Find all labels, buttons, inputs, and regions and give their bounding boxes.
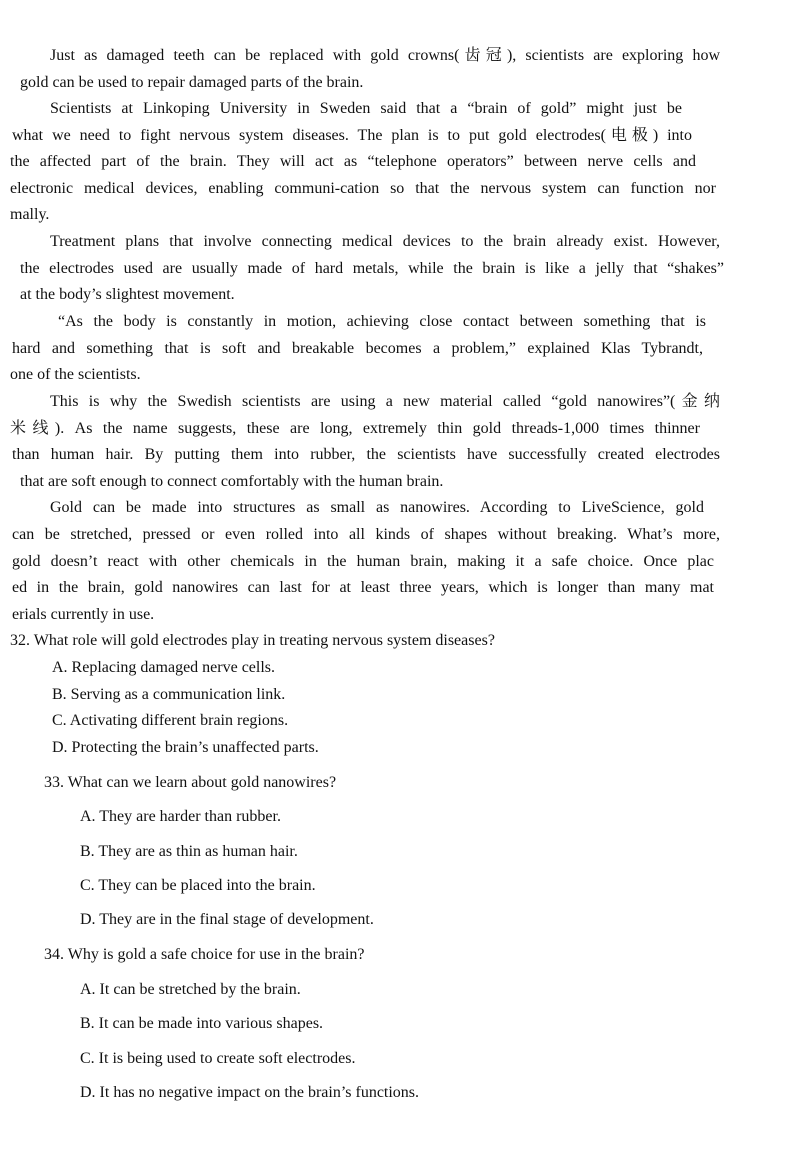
option-c[interactable]: C. It is being used to create soft electrodes.	[80, 1050, 356, 1067]
passage-line: 米线). As the name suggests, these are long, extremely thin gold threads-1,000 times thinner	[10, 420, 700, 437]
passage-line: electronic medical devices, enabling communi-cation so that the nervous system can function nor	[10, 180, 716, 197]
option-a[interactable]: A. They are harder than rubber.	[80, 808, 281, 825]
option-c[interactable]: C. Activating different brain regions.	[52, 712, 289, 729]
option-d[interactable]: D. It has no negative impact on the brain’s functions.	[80, 1084, 420, 1101]
passage-line: ed in the brain, gold nanowires can last for at least three years, which is longer than many mat	[12, 579, 714, 596]
passage-line: “As the body is constantly in motion, achieving close contact between something that is	[58, 313, 706, 330]
passage-line: can be stretched, pressed or even rolled into all kinds of shapes without breaking. What’s more,	[12, 526, 720, 543]
passage-line: one of the scientists.	[10, 366, 141, 383]
option-b[interactable]: B. It can be made into various shapes.	[80, 1015, 324, 1032]
option-a[interactable]: A. Replacing damaged nerve cells.	[52, 659, 276, 676]
passage-line: This is why the Swedish scientists are using a new material called “gold nanowires”(金纳	[50, 393, 720, 410]
passage-line: the electrodes used are usually made of hard metals, while the brain is like a jelly that “shakes”	[20, 260, 724, 277]
passage-line: Scientists at Linkoping University in Sweden said that a “brain of gold” might just be	[50, 100, 682, 117]
option-a[interactable]: A. It can be stretched by the brain.	[80, 981, 301, 998]
option-b[interactable]: B. They are as thin as human hair.	[80, 843, 298, 860]
option-c[interactable]: C. They can be placed into the brain.	[80, 877, 316, 894]
option-b[interactable]: B. Serving as a communication link.	[52, 686, 286, 703]
option-d[interactable]: D. Protecting the brain’s unaffected parts.	[52, 739, 319, 756]
passage-line: the affected part of the brain. They will act as “telephone operators” between nerve cells and	[10, 153, 696, 170]
question-stem: 32. What role will gold electrodes play in treating nervous system diseases?	[10, 632, 495, 649]
passage-line: hard and something that is soft and breakable becomes a problem,” explained Klas Tybrandt,	[12, 340, 703, 357]
passage-line: Gold can be made into structures as small as nanowires. According to LiveScience, gold	[50, 499, 704, 516]
question-stem: 34. Why is gold a safe choice for use in the brain?	[44, 946, 365, 963]
question-stem: 33. What can we learn about gold nanowires?	[44, 774, 337, 791]
passage-line: Treatment plans that involve connecting medical devices to the brain already exist. However,	[50, 233, 720, 250]
passage-line: mally.	[10, 206, 50, 223]
passage-line: gold can be used to repair damaged parts of the brain.	[20, 74, 364, 91]
passage-line: that are soft enough to connect comfortably with the human brain.	[20, 473, 444, 490]
passage-line: gold doesn’t react with other chemicals in the human brain, making it a safe choice. Once plac	[12, 553, 714, 570]
passage-line: erials currently in use.	[12, 606, 155, 623]
passage-line: than human hair. By putting them into rubber, the scientists have successfully created electrodes	[12, 446, 720, 463]
option-d[interactable]: D. They are in the final stage of development.	[80, 911, 374, 928]
passage-line: Just as damaged teeth can be replaced with gold crowns(齿冠), scientists are exploring how	[50, 47, 720, 64]
passage-line: at the body’s slightest movement.	[20, 286, 235, 303]
passage-line: what we need to fight nervous system diseases. The plan is to put gold electrodes(电极) into	[12, 127, 692, 144]
